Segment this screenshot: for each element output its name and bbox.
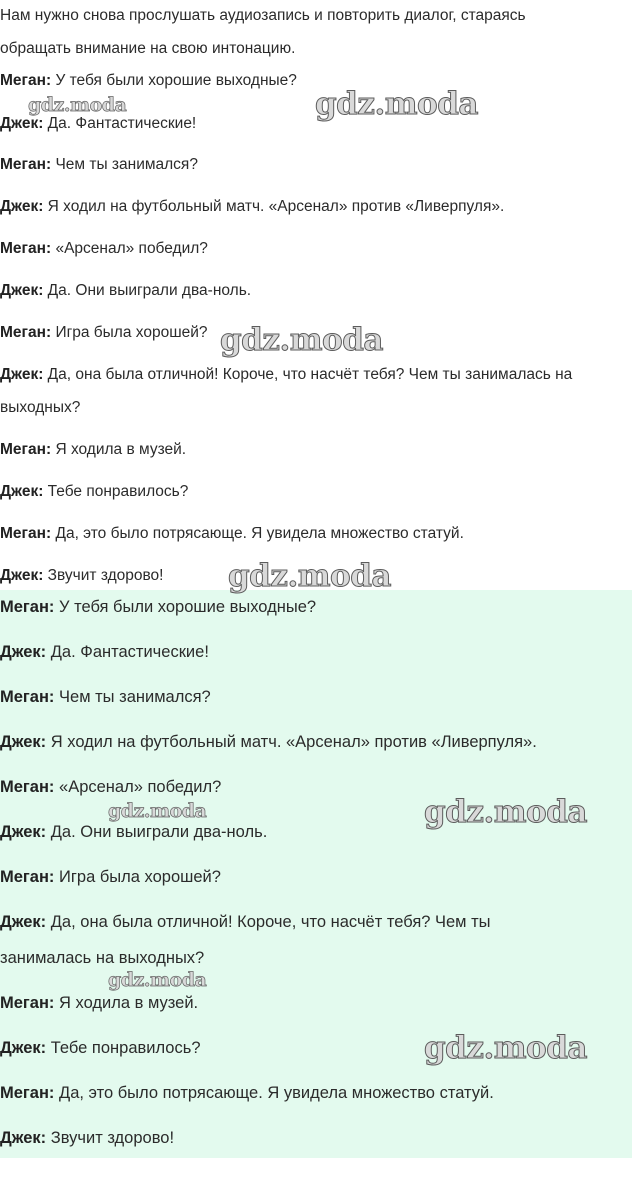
line-text: Да. Они выиграли два-ноль. [43,282,252,299]
line-text: Игра была хорошей? [54,868,221,886]
watermark: gdz.moda [424,794,587,830]
dialogue-section-plain [0,0,632,590]
speaker-label: Джек: [0,823,47,841]
speaker-label: Джек: [0,913,47,931]
line-text: Чем ты занимался? [54,688,211,706]
line-text: Игра была хорошей? [51,324,208,341]
line-text: У тебя были хорошие выходные? [54,598,317,616]
speaker-label: Меган: [0,868,55,886]
intro-text-line-1: Нам нужно снова прослушать аудиозапись и повторить диалог, стараясь [0,7,526,24]
line-text: «Арсенал» победил? [51,240,208,257]
speaker-label: Меган: [0,324,52,341]
dialogue-line [0,115,196,133]
line-text: Да. Фантастические! [46,643,209,661]
dialogue-line [0,198,504,216]
line-text: Я ходила в музей. [54,994,199,1012]
dialogue-line [0,72,297,90]
dialogue-line [0,240,208,258]
speaker-label: Меган: [0,156,52,173]
line-text: выходных? [0,399,81,416]
line-text: Да, это было потрясающе. Я увидела множество статуй. [54,1084,494,1102]
watermark: gdz.moda [108,800,207,822]
dialogue-line [0,688,211,707]
line-text: У тебя были хорошие выходные? [51,72,297,89]
intro-text-line-2: обращать внимание на свою интонацию. [0,40,296,57]
speaker-label: Джек: [0,483,44,500]
speaker-label: Меган: [0,778,55,796]
line-text: Да. Фантастические! [43,115,197,132]
line-text: Да, она была отличной! Короче, что насчёт тебя? Чем ты занималась на [43,366,573,383]
line-text: Да, она была отличной! Короче, что насчёт тебя? Чем ты [46,913,491,931]
speaker-label: Меган: [0,240,52,257]
speaker-label: Меган: [0,1084,55,1102]
dialogue-line [0,643,209,662]
dialogue-line [0,1084,494,1103]
speaker-label: Джек: [0,567,44,584]
watermark: gdz.moda [220,322,383,358]
speaker-label: Джек: [0,115,44,132]
dialogue-line [0,366,572,384]
watermark: gdz.moda [424,1030,587,1066]
speaker-label: Меган: [0,441,52,458]
watermark: gdz.moda [228,558,391,594]
line-text: «Арсенал» победил? [54,778,222,796]
dialogue-line [0,282,251,300]
line-text: Тебе понравилось? [43,483,189,500]
speaker-label: Меган: [0,598,55,616]
line-text: Я ходил на футбольный матч. «Арсенал» против «Ливерпуля». [46,733,537,751]
speaker-label: Джек: [0,733,47,751]
speaker-label: Меган: [0,994,55,1012]
dialogue-line [0,868,221,887]
speaker-label: Джек: [0,1039,47,1057]
dialogue-line [0,156,198,174]
line-text: Звучит здорово! [43,567,164,584]
dialogue-line [0,525,464,543]
dialogue-line [0,778,221,797]
dialogue-line [0,1039,201,1058]
dialogue-line [0,441,186,459]
line-text: Тебе понравилось? [46,1039,201,1057]
dialogue-line-continuation [0,399,80,417]
dialogue-line [0,913,491,932]
speaker-label: Меган: [0,688,55,706]
dialogue-line [0,567,164,585]
speaker-label: Джек: [0,1129,47,1147]
speaker-label: Джек: [0,282,44,299]
line-text: Да. Они выиграли два-ноль. [46,823,268,841]
line-text: Чем ты занимался? [51,156,198,173]
line-text: занималась на выходных? [0,949,205,967]
speaker-label: Джек: [0,366,44,383]
dialogue-line [0,324,208,342]
line-text: Я ходила в музей. [51,441,187,458]
dialogue-line [0,598,316,617]
speaker-label: Меган: [0,72,52,89]
dialogue-line [0,994,198,1013]
dialogue-line [0,733,537,752]
watermark: gdz.moda [108,969,207,991]
watermark: gdz.moda [315,86,478,122]
line-text: Звучит здорово! [46,1129,175,1147]
speaker-label: Джек: [0,198,44,215]
dialogue-line-continuation [0,949,204,968]
speaker-label: Меган: [0,525,52,542]
speaker-label: Джек: [0,643,47,661]
line-text: Я ходил на футбольный матч. «Арсенал» против «Ливерпуля». [43,198,505,215]
dialogue-line [0,823,267,842]
dialogue-line [0,483,188,501]
dialogue-line [0,1129,174,1148]
dialogue-section-highlighted [0,590,632,1158]
line-text: Да, это было потрясающе. Я увидела множество статуй. [51,525,464,542]
watermark: gdz.moda [28,94,127,116]
